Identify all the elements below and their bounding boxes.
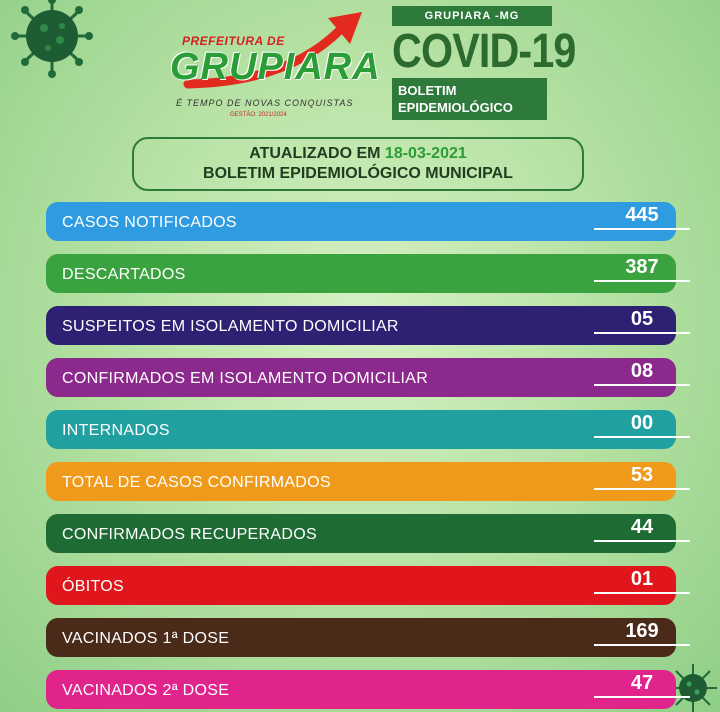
logo-city-name: GRUPIARA xyxy=(170,46,381,88)
stat-label: DESCARTADOS xyxy=(62,266,186,283)
stat-label: INTERNADOS xyxy=(62,422,170,439)
boletim-line-2: EPIDEMIOLÓGICO xyxy=(398,100,513,115)
stat-label: ÓBITOS xyxy=(62,578,124,595)
update-subtitle: BOLETIM EPIDEMIOLÓGICO MUNICIPAL xyxy=(203,165,513,182)
stat-confirmados-recuperados xyxy=(46,514,676,553)
stat-value: 53 xyxy=(594,464,690,490)
boletim-line-1: BOLETIM xyxy=(398,83,457,98)
stat-obitos xyxy=(46,566,676,605)
stat-label: VACINADOS 1ª DOSE xyxy=(62,630,230,647)
stat-label: CONFIRMADOS RECUPERADOS xyxy=(62,526,317,543)
logo-slogan: É TEMPO DE NOVAS CONQUISTAS xyxy=(176,98,354,108)
stat-value: 445 xyxy=(594,204,690,230)
logo-prefeitura-text: PREFEITURA DE xyxy=(182,34,285,48)
stat-label: CASOS NOTIFICADOS xyxy=(62,214,237,231)
stat-value: 08 xyxy=(594,360,690,386)
update-date: 18-03-2021 xyxy=(384,145,467,162)
stat-value: 00 xyxy=(594,412,690,438)
covid-title: COVID-19 xyxy=(392,25,576,78)
stat-vacinados-1-dose xyxy=(46,618,676,657)
stat-casos-notificados xyxy=(46,202,676,241)
update-prefix: ATUALIZADO EM xyxy=(249,145,381,162)
logo-gestao: GESTÃO: 2021/2024 xyxy=(230,112,287,118)
stat-value: 01 xyxy=(594,568,690,594)
city-tag: GRUPIARA -MG xyxy=(392,6,552,26)
stat-label: CONFIRMADOS EM ISOLAMENTO DOMICILIAR xyxy=(62,370,429,387)
stat-label: VACINADOS 2ª DOSE xyxy=(62,682,230,699)
stat-label: TOTAL DE CASOS CONFIRMADOS xyxy=(62,474,331,491)
stat-internados xyxy=(46,410,676,449)
update-line xyxy=(134,145,582,163)
update-banner xyxy=(132,137,584,191)
stat-value: 169 xyxy=(594,620,690,646)
stat-suspeitos-isolamento xyxy=(46,306,676,345)
covid-title-block xyxy=(392,6,576,120)
stat-value: 387 xyxy=(594,256,690,282)
stat-total-confirmados xyxy=(46,462,676,501)
stat-vacinados-2-dose xyxy=(46,670,676,709)
stat-value: 44 xyxy=(594,516,690,542)
virus-illustration-top-left xyxy=(2,0,102,80)
stat-label: SUSPEITOS EM ISOLAMENTO DOMICILIAR xyxy=(62,318,399,335)
stat-confirmados-isolamento xyxy=(46,358,676,397)
stat-descartados xyxy=(46,254,676,293)
boletim-label xyxy=(392,78,547,120)
prefeitura-logo xyxy=(168,12,381,132)
stat-value: 05 xyxy=(594,308,690,334)
stat-value: 47 xyxy=(594,672,690,698)
